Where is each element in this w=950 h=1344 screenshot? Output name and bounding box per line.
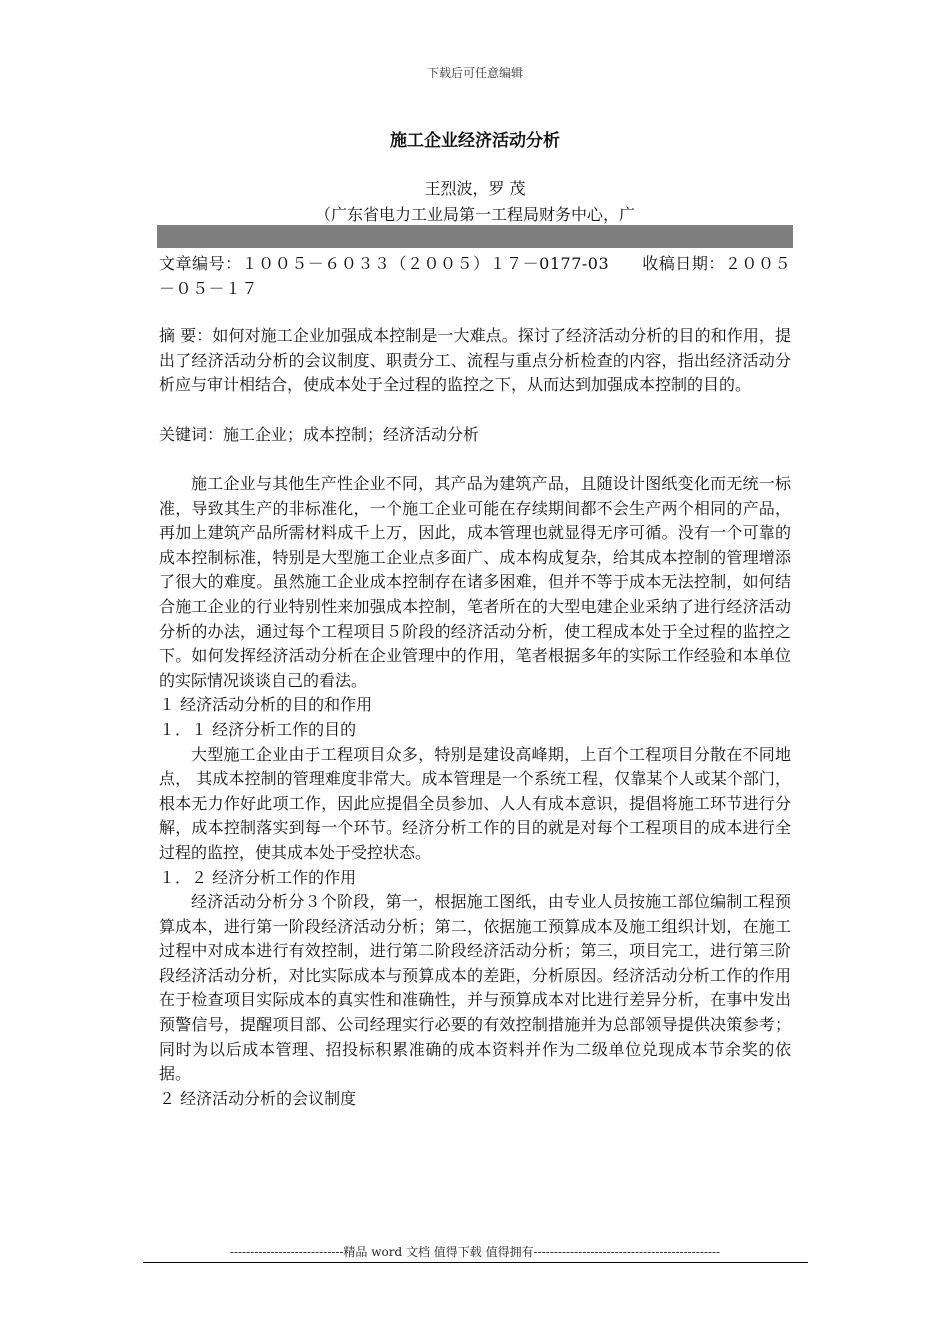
article-meta: 文章编号：１００５－６０３３（２００５）１７－0177-03 收稿日期：２００５－０５－１７ bbox=[159, 254, 791, 298]
article-title: 施工企业经济活动分析 bbox=[390, 131, 560, 151]
affiliation: （广东省电力工业局第一工程局财务中心，广 bbox=[314, 205, 635, 224]
abstract: 摘 要：如何对施工企业加强成本控制是一大难点。探讨了经济活动分析的目的和作用，提出了经济活动分析的会议制度、职责分工、流程与重点分析检查的内容，指出经济活动分析应与审计相结合，使成本处于全过程的监控之下，从而达到加强成本控制的目的。 bbox=[159, 326, 791, 394]
section-heading: １ 经济活动分析的目的和作用 bbox=[159, 695, 373, 715]
authors: 王烈波，罗 茂 bbox=[424, 179, 526, 198]
page-footer: ----------------------------精品 word 文档 值得下载 值得拥有---------------------------------------------- bbox=[229, 1245, 721, 1259]
subsection-heading: １．１ 经济分析工作的目的 bbox=[159, 719, 357, 739]
body-paragraph: 大型施工企业由于工程项目众多，特别是建设高峰期，上百个工程项目分散在不同地点， 其成本控制的管理难度非常大。成本管理是一个系统工程，仅靠某个人或某个部门，根本无力作好此项工作，因此应提倡全员参加、人人有成本意识，提倡将施工环节进行分解，成本控制落实到每一个环节。经济分析工作的目的就是对每个工程项目的成本进行全过程的监控，使其成本处于受控状态。 bbox=[159, 744, 791, 862]
keywords: 关键词：施工企业；成本控制；经济活动分析 bbox=[159, 425, 480, 444]
page-header: 下载后可任意编辑 bbox=[426, 66, 523, 80]
body-paragraph: 经济活动分析分３个阶段，第一，根据施工图纸，由专业人员按施工部位编制工程预算成本，进行第一阶段经济活动分析；第二，依据施工预算成本及施工组织计划，在施工过程中对成本进行有效控制，进行第二阶段经济活动分析；第三，项目完工，进行第三阶段经济活动分析，对比实际成本与预算成本的差距，分析原因。经济活动分析工作的作用在于检查项目实际成本的真实性和准确性，并与预算成本对比进行差异分析，在事中发出预警信号，提醒项目部、公司经理实行必要的有效控制措施并为总部领导提供决策参考；同时为以后成本管理、招投标积累准确的成本资料并作为二级单位兑现成本节余奖的依据。 bbox=[159, 892, 791, 1084]
section-heading: ２ 经济活动分析的会议制度 bbox=[159, 1088, 357, 1108]
footer-rule bbox=[143, 1262, 808, 1263]
intro-paragraph: 施工企业与其他生产性企业不同，其产品为建筑产品，且随设计图纸变化而无统一标准，导致其生产的非标准化，一个施工企业可能在存续期间都不会生产两个相同的产品，再加上建筑产品所需材料成千上万，因此，成本管理也就显得无序可循。没有一个可靠的成本控制标准，特别是大型施工企业点多面广、成本构成复杂，给其成本控制的管理增添了很大的难度。虽然施工企业成本控制存在诸多困难，但并不等于成本无法控制，如何结合施工企业的行业特别性来加强成本控制，笔者所在的大型电建企业采纳了进行经济活动分析的办法，通过每个工程项目５阶段的经济活动分析，使工程成本处于全过程的监控之下。如何发挥经济活动分析在企业管理中的作用，笔者根据多年的实际工作经验和本单位的实际情况谈谈自己的看法。 bbox=[159, 474, 791, 690]
article-body bbox=[159, 472, 791, 1111]
redaction-bar bbox=[157, 225, 793, 248]
subsection-heading: １．２ 经济分析工作的作用 bbox=[159, 867, 357, 887]
